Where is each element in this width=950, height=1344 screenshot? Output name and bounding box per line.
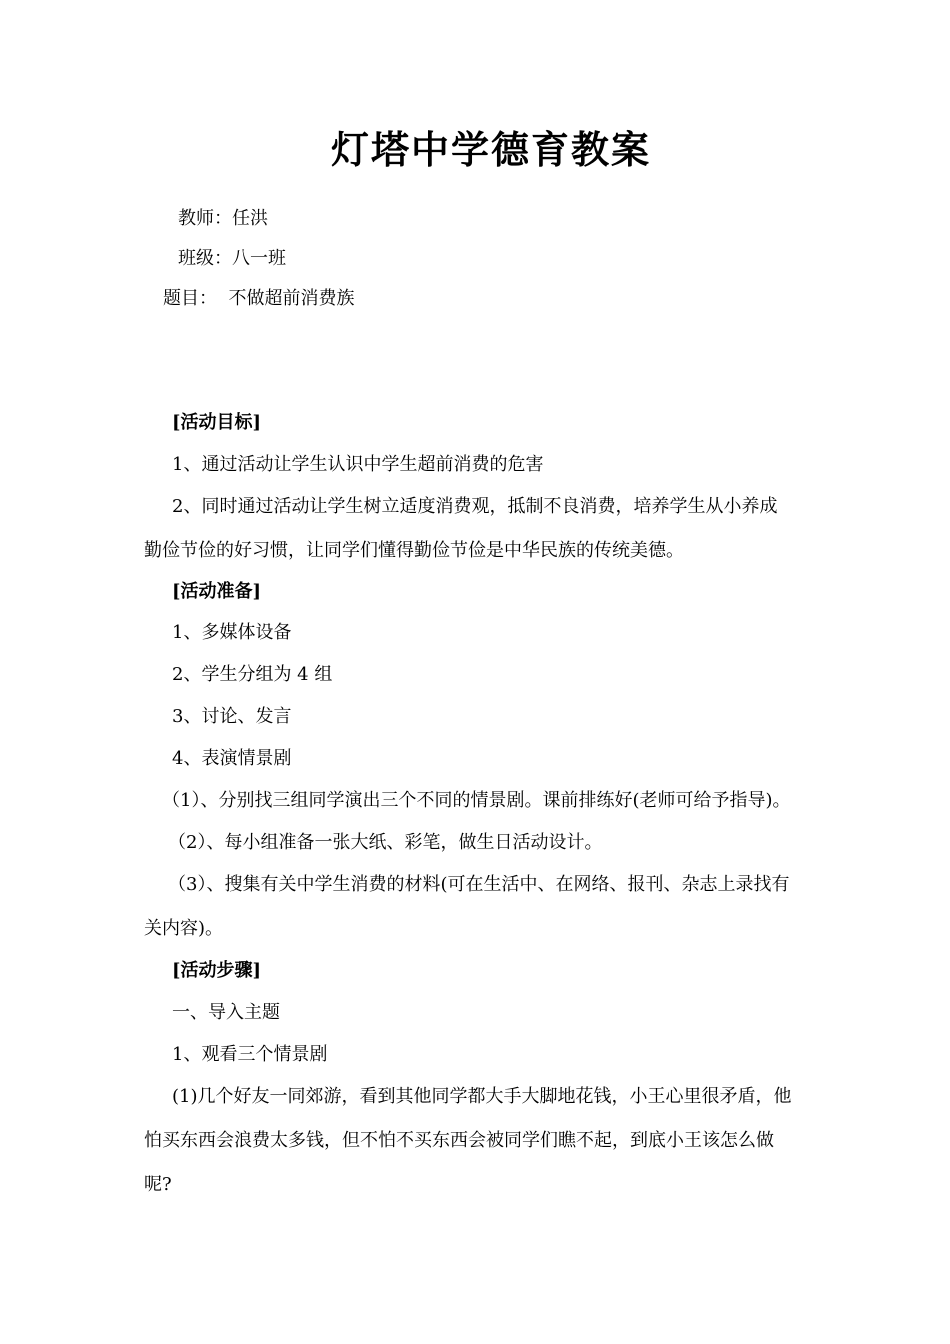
scene-paragraph: (1)几个好友一同郊游，看到其他同学都大手大脚地花钱，小王心里很矛盾，他	[172, 1086, 792, 1107]
prep-item: 3、讨论、发言	[172, 706, 292, 727]
goal-item: 2、同时通过活动让学生树立适度消费观，抵制不良消费，培养学生从小养成	[172, 496, 778, 517]
prep-subitem: （3）、搜集有关中学生消费的材料(可在生活中、在网络、报刊、杂志上录找有	[168, 874, 790, 895]
step-item: 一、导入主题	[172, 1002, 280, 1023]
section-heading-steps: [活动步骤]	[172, 960, 262, 981]
prep-item: 2、学生分组为 4 组	[172, 664, 333, 685]
prep-subitem: （1）、分别找三组同学演出三个不同的情景剧。课前排练好(老师可给予指导)。	[162, 790, 791, 811]
scene-paragraph-continued: 呢?	[144, 1174, 172, 1195]
topic-line: 题目： 不做超前消费族	[163, 288, 355, 309]
class-line: 班级：八一班	[178, 248, 286, 269]
prep-item: 4、表演情景剧	[172, 748, 292, 769]
teacher-line: 教师：任洪	[178, 208, 268, 229]
step-subitem: 1、观看三个情景剧	[172, 1044, 328, 1065]
scene-paragraph-continued: 怕买东西会浪费太多钱，但不怕不买东西会被同学们瞧不起，到底小王该怎么做	[144, 1130, 774, 1151]
section-heading-goals: [活动目标]	[172, 412, 262, 433]
section-heading-preparation: [活动准备]	[172, 581, 262, 602]
prep-item: 1、多媒体设备	[172, 622, 292, 643]
goal-item: 1、通过活动让学生认识中学生超前消费的危害	[172, 454, 544, 475]
prep-subitem: （2）、每小组准备一张大纸、彩笔，做生日活动设计。	[168, 832, 603, 853]
document-title: 灯塔中学德育教案	[330, 127, 651, 172]
goal-item-continued: 勤俭节俭的好习惯，让同学们懂得勤俭节俭是中华民族的传统美德。	[144, 540, 684, 561]
prep-subitem-continued: 关内容)。	[144, 918, 224, 939]
